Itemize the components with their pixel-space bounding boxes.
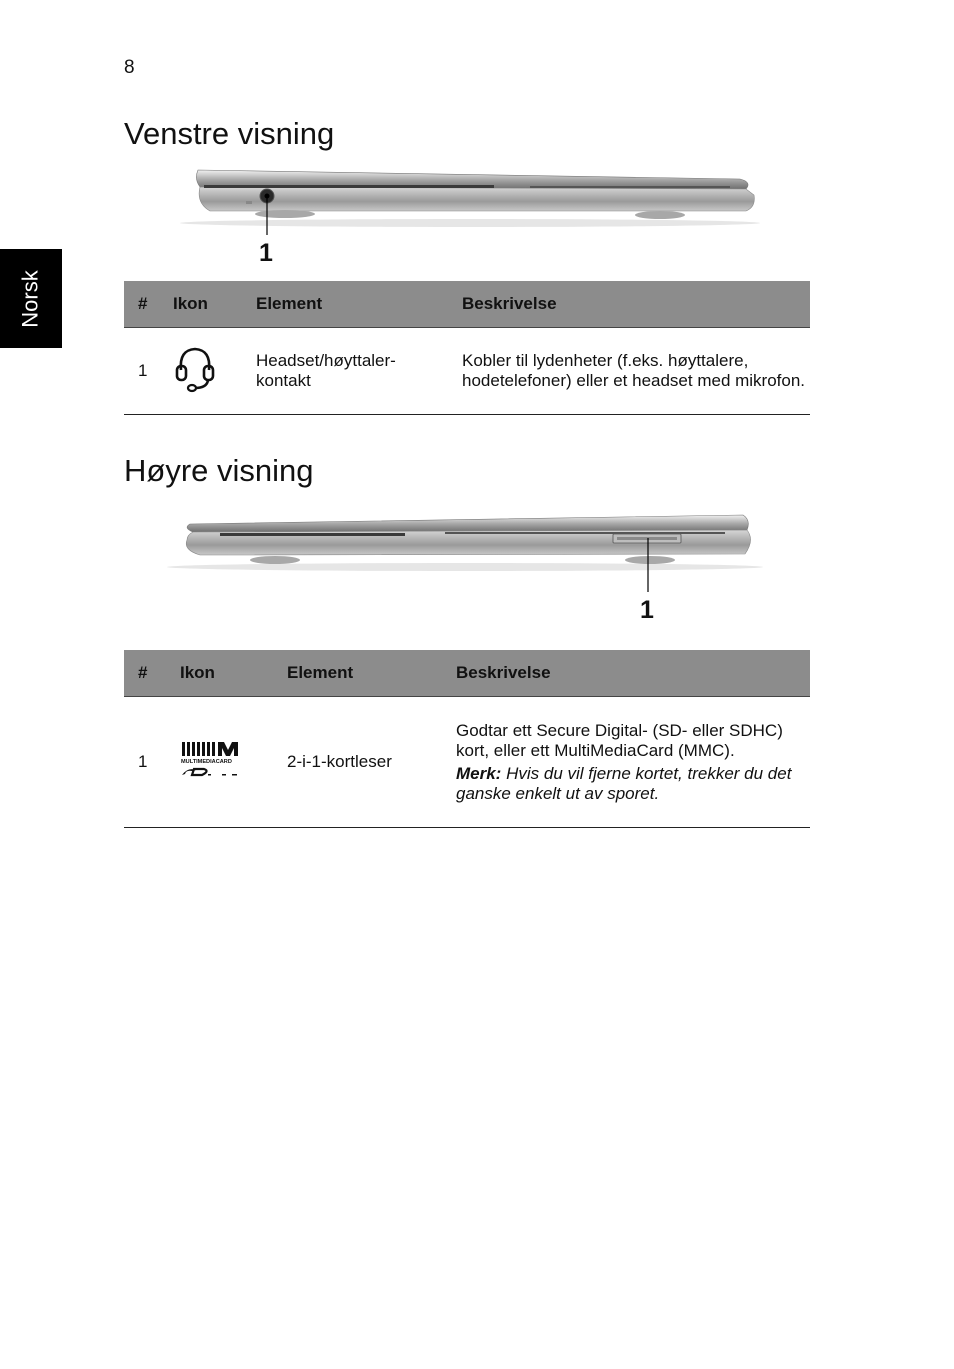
right-view-callout: 1 [640, 596, 654, 624]
row-description: Kobler til lydenheter (f.eks. høyttalere, hodetelefoner) eller et headset med mikrofon. [448, 328, 810, 415]
right-view-title: Høyre visning [124, 453, 314, 488]
header-element: Element [273, 650, 442, 697]
row-icon-cell [166, 697, 273, 828]
card-reader-icon-text: MULTIMEDIACARD [181, 758, 232, 765]
header-element: Element [242, 281, 448, 328]
row-description-cell [442, 697, 810, 828]
row-description: Godtar ett Secure Digital- (SD- eller SDHC) kort, eller ett MultiMediaCard (MMC). [456, 720, 783, 760]
row-note [456, 764, 810, 804]
left-view-table [124, 281, 810, 415]
laptop-right-side-image [165, 510, 765, 600]
row-element: 2-i-1-kortleser [273, 697, 442, 828]
card-reader-icon [180, 740, 246, 780]
language-tab [0, 249, 62, 348]
header-number: # [124, 650, 166, 697]
table-header-row [124, 650, 810, 697]
language-tab-label: Norsk [17, 269, 43, 328]
left-view-title: Venstre visning [124, 116, 335, 151]
headset-icon [173, 344, 217, 394]
row-number: 1 [124, 697, 166, 828]
header-icon: Ikon [159, 281, 242, 328]
row-icon-cell [159, 328, 242, 415]
page-number: 8 [124, 57, 135, 78]
header-description: Beskrivelse [442, 650, 810, 697]
header-icon: Ikon [166, 650, 273, 697]
left-view-callout: 1 [259, 239, 273, 267]
table-row [124, 697, 810, 828]
note-text: Hvis du vil fjerne kortet, trekker du det ganske enkelt ut av sporet. [456, 763, 792, 803]
laptop-left-side-image [180, 165, 770, 235]
row-number: 1 [124, 328, 159, 415]
row-element: Headset/høyttaler-kontakt [242, 328, 448, 415]
header-number: # [124, 281, 159, 328]
header-description: Beskrivelse [448, 281, 810, 328]
right-view-table [124, 650, 810, 828]
table-row [124, 328, 810, 415]
table-header-row [124, 281, 810, 328]
note-label: Merk: [456, 763, 502, 783]
